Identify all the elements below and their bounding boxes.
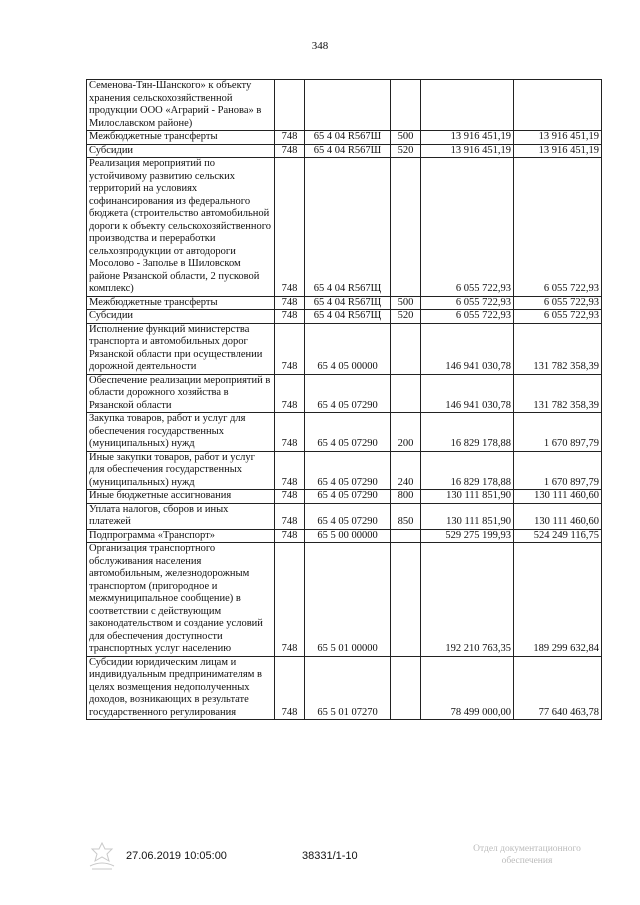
- row-name-cell: Иные бюджетные ассигнования: [87, 490, 275, 504]
- row-name-cell: Субсидии юридическим лицам и индивидуальным предпринимателям в целях возмещения недополученных доходов, возникающих в результате государственного регулирования: [87, 656, 275, 720]
- amount-2020-cell: 78 499 000,00: [421, 656, 514, 720]
- row-name-cell: Уплата налогов, сборов и иных платежей: [87, 503, 275, 529]
- table-row: [87, 503, 602, 529]
- ministry-code-cell: 748: [275, 158, 305, 297]
- target-article-cell: 65 4 04 R567Ш: [305, 131, 391, 145]
- amount-2020-cell: 16 829 178,88: [421, 413, 514, 452]
- ministry-code-cell: 748: [275, 374, 305, 413]
- amount-2020-cell: 130 111 851,90: [421, 503, 514, 529]
- expense-type-cell: [391, 656, 421, 720]
- expense-type-cell: 500: [391, 131, 421, 145]
- table-row: [87, 80, 602, 131]
- ministry-code-cell: 748: [275, 503, 305, 529]
- amount-2020-cell: 16 829 178,88: [421, 451, 514, 490]
- amount-2020-cell: 192 210 763,35: [421, 543, 514, 657]
- row-name-cell: Межбюджетные трансферты: [87, 131, 275, 145]
- row-name-cell: Организация транспортного обслуживания населения автомобильным, железнодорожным транспортом (пригородное и межмуниципальное сообщение) в соответствии с действующим законодательством и создание условий для обеспечения доступности транспортных услуг населению: [87, 543, 275, 657]
- amount-2021-cell: 130 111 460,60: [514, 503, 602, 529]
- amount-2021-cell: 189 299 632,84: [514, 543, 602, 657]
- amount-2020-cell: 13 916 451,19: [421, 144, 514, 158]
- expense-type-cell: 800: [391, 490, 421, 504]
- ministry-code-cell: 748: [275, 131, 305, 145]
- amount-2021-cell: 1 670 897,79: [514, 413, 602, 452]
- amount-2020-cell: 13 916 451,19: [421, 131, 514, 145]
- table-row: [87, 296, 602, 310]
- budget-table: [86, 79, 602, 720]
- target-article-cell: 65 4 04 R567Щ: [305, 296, 391, 310]
- footer-stamp: Отдел документационного обеспечения: [473, 844, 581, 866]
- table-row: [87, 413, 602, 452]
- row-name-cell: Межбюджетные трансферты: [87, 296, 275, 310]
- table-row: [87, 158, 602, 297]
- target-article-cell: 65 4 05 07290: [305, 374, 391, 413]
- amount-2020-cell: 6 055 722,93: [421, 296, 514, 310]
- ministry-code-cell: 748: [275, 323, 305, 374]
- expense-type-cell: 520: [391, 310, 421, 324]
- row-name-cell: Обеспечение реализации мероприятий в области дорожного хозяйства в Рязанской области: [87, 374, 275, 413]
- expense-type-cell: [391, 374, 421, 413]
- target-article-cell: 65 4 05 07290: [305, 413, 391, 452]
- table-row: [87, 323, 602, 374]
- target-article-cell: 65 4 05 00000: [305, 323, 391, 374]
- amount-2021-cell: 524 249 116,75: [514, 529, 602, 543]
- footer-date: 27.06.2019 10:05:00: [126, 850, 227, 862]
- amount-2020-cell: 6 055 722,93: [421, 310, 514, 324]
- expense-type-cell: [391, 529, 421, 543]
- target-article-cell: 65 4 04 R567Щ: [305, 158, 391, 297]
- row-name-cell: Подпрограмма «Транспорт»: [87, 529, 275, 543]
- row-name-cell: Иные закупки товаров, работ и услуг для обеспечения государственных (муниципальных) нужд: [87, 451, 275, 490]
- amount-2020-cell: 6 055 722,93: [421, 158, 514, 297]
- target-article-cell: 65 5 01 07270: [305, 656, 391, 720]
- ministry-code-cell: 748: [275, 413, 305, 452]
- target-article-cell: 65 4 05 07290: [305, 490, 391, 504]
- ministry-code-cell: 748: [275, 656, 305, 720]
- target-article-cell: 65 4 04 R567Ш: [305, 144, 391, 158]
- emblem-seal-icon: [86, 840, 118, 870]
- table-row: [87, 374, 602, 413]
- amount-2021-cell: 13 916 451,19: [514, 131, 602, 145]
- expense-type-cell: [391, 80, 421, 131]
- amount-2021-cell: 130 111 460,60: [514, 490, 602, 504]
- amount-2021-cell: 131 782 358,39: [514, 323, 602, 374]
- amount-2020-cell: 146 941 030,78: [421, 323, 514, 374]
- table-row: [87, 310, 602, 324]
- amount-2020-cell: 529 275 199,93: [421, 529, 514, 543]
- target-article-cell: 65 5 01 00000: [305, 543, 391, 657]
- table-row: [87, 529, 602, 543]
- amount-2021-cell: 6 055 722,93: [514, 158, 602, 297]
- budget-table-body: [87, 80, 602, 720]
- ministry-code-cell: 748: [275, 144, 305, 158]
- table-row: [87, 543, 602, 657]
- table-row: [87, 144, 602, 158]
- table-row: [87, 131, 602, 145]
- amount-2021-cell: 77 640 463,78: [514, 656, 602, 720]
- row-name-cell: Закупка товаров, работ и услуг для обеспечения государственных (муниципальных) нужд: [87, 413, 275, 452]
- expense-type-cell: 240: [391, 451, 421, 490]
- amount-2021-cell: 13 916 451,19: [514, 144, 602, 158]
- target-article-cell: [305, 80, 391, 131]
- expense-type-cell: 200: [391, 413, 421, 452]
- footer-doc-number: 38331/1-10: [302, 850, 358, 862]
- row-name-cell: Реализация мероприятий по устойчивому развитию сельских территорий на условиях софинансирования из федерального бюджета (строительство автомобильной дороги к объекту сельскохозяйственного производства и переработки сельхозпродукции от автодороги Мосолово - Заполье в Шиловском районе Рязанской области, 2 пусковой комплекс): [87, 158, 275, 297]
- page-number: 348: [311, 40, 329, 52]
- target-article-cell: 65 4 05 07290: [305, 503, 391, 529]
- expense-type-cell: 850: [391, 503, 421, 529]
- row-name-cell: Исполнение функций министерства транспорта и автомобильных дорог Рязанской области при осуществлении дорожной деятельности: [87, 323, 275, 374]
- ministry-code-cell: 748: [275, 451, 305, 490]
- table-row: [87, 490, 602, 504]
- amount-2021-cell: 6 055 722,93: [514, 310, 602, 324]
- expense-type-cell: 520: [391, 144, 421, 158]
- target-article-cell: 65 4 05 07290: [305, 451, 391, 490]
- row-name-cell: Семенова-Тян-Шанского» к объекту хранения сельскохозяйственной продукции ООО «Аграрий - Ранова» в Милославском районе): [87, 80, 275, 131]
- row-name-cell: Субсидии: [87, 144, 275, 158]
- row-name-cell: Субсидии: [87, 310, 275, 324]
- ministry-code-cell: 748: [275, 543, 305, 657]
- expense-type-cell: [391, 158, 421, 297]
- amount-2020-cell: 130 111 851,90: [421, 490, 514, 504]
- target-article-cell: 65 4 04 R567Щ: [305, 310, 391, 324]
- table-row: [87, 656, 602, 720]
- table-row: [87, 451, 602, 490]
- amount-2020-cell: 146 941 030,78: [421, 374, 514, 413]
- ministry-code-cell: 748: [275, 529, 305, 543]
- amount-2021-cell: 6 055 722,93: [514, 296, 602, 310]
- amount-2021-cell: 1 670 897,79: [514, 451, 602, 490]
- ministry-code-cell: 748: [275, 296, 305, 310]
- ministry-code-cell: 748: [275, 310, 305, 324]
- expense-type-cell: [391, 543, 421, 657]
- ministry-code-cell: 748: [275, 490, 305, 504]
- amount-2020-cell: [421, 80, 514, 131]
- ministry-code-cell: [275, 80, 305, 131]
- amount-2021-cell: [514, 80, 602, 131]
- expense-type-cell: [391, 323, 421, 374]
- amount-2021-cell: 131 782 358,39: [514, 374, 602, 413]
- target-article-cell: 65 5 00 00000: [305, 529, 391, 543]
- expense-type-cell: 500: [391, 296, 421, 310]
